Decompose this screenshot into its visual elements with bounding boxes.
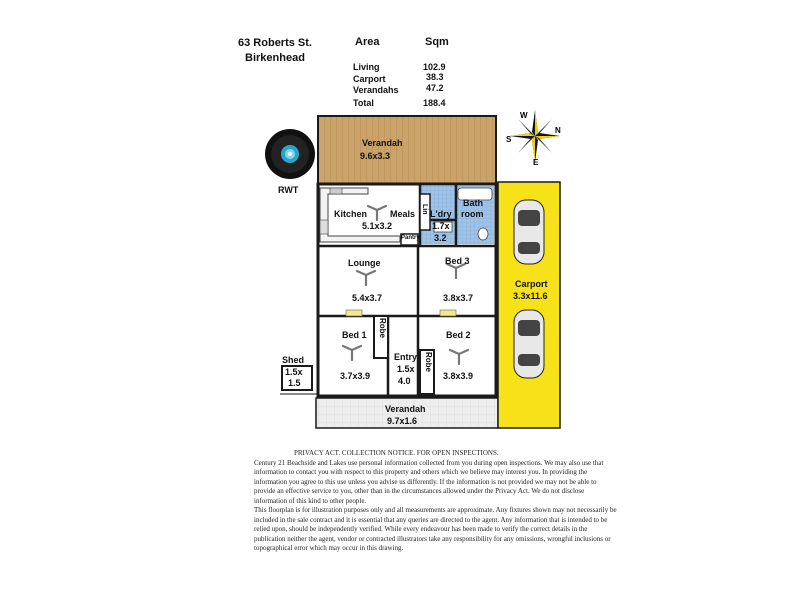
kitchen-name: Kitchen — [334, 209, 368, 219]
lounge-name: Lounge — [348, 258, 381, 268]
area-value-living: 102.9 — [423, 62, 446, 72]
verandah-top-name: Verandah — [362, 138, 403, 148]
bathroom-name-1: Bath — [463, 198, 483, 208]
light-fitting-lounge — [346, 310, 362, 316]
stove-icon — [320, 220, 328, 234]
area-label-verandahs: Verandahs — [353, 85, 399, 95]
disclaimer-line: topographical error which may occur in this drawing. — [254, 544, 404, 552]
area-label-total: Total — [353, 98, 374, 108]
entry-dims-2: 4.0 — [398, 376, 411, 386]
laundry-dims-1: 1.7x — [432, 221, 450, 231]
bathroom-name-2: room — [461, 209, 484, 219]
robe1-name: Robe — [378, 318, 387, 338]
disclaimer-line: This floorplan is for illustration purposes only and all measurements are approximate. Any fixtures shown may not necessarily be — [254, 506, 617, 514]
area-table — [352, 36, 482, 111]
disclaimer-line: publication neither the agent, vendor or contracted illustrators take any responsibility for any omissions, wrongful inclusions or — [254, 534, 611, 543]
compass-w: W — [520, 111, 528, 120]
entry-dims-1: 1.5x — [397, 364, 415, 374]
address-block — [230, 36, 320, 66]
compass-n: N — [555, 126, 561, 135]
entry-name: Entry — [394, 352, 418, 362]
privacy-line: information to contact you with respect to this property and others which we believe may interest you. In providing the — [254, 468, 588, 476]
area-value-total: 188.4 — [423, 98, 446, 108]
meals-name: Meals — [390, 209, 416, 219]
bed1-dims: 3.7x3.9 — [340, 371, 371, 381]
sqm-heading: Sqm — [425, 36, 449, 48]
pantry-name: Pantry — [401, 235, 420, 241]
privacy-title: PRIVACY ACT. COLLECTION NOTICE. FOR OPEN INSPECTIONS. — [294, 449, 499, 457]
area-value-carport: 38.3 — [426, 72, 444, 82]
verandah-top — [318, 116, 496, 184]
area-heading: Area — [355, 36, 380, 48]
privacy-line: information of this kind to other people. — [254, 496, 367, 505]
meals-dims: 5.1x3.2 — [362, 221, 393, 231]
address-line-2: Birkenhead — [245, 52, 305, 64]
linen-name: Lin — [421, 204, 428, 215]
laundry-name: L'dry — [430, 209, 452, 219]
robe2-name: Robe — [424, 352, 433, 372]
disclaimer-line: relied upon, should be independently verified. While every endeavour has been made to verify the correct details in the — [254, 525, 588, 533]
light-fitting-bed2 — [440, 310, 456, 316]
bed3-dims: 3.8x3.7 — [443, 293, 474, 303]
area-value-verandahs: 47.2 — [426, 83, 444, 93]
sink-icon — [330, 188, 342, 194]
shed-dims-1: 1.5x — [285, 367, 303, 377]
bed2-name: Bed 2 — [446, 330, 471, 340]
bed3-name: Bed 3 — [445, 256, 470, 266]
laundry-dims-2: 3.2 — [434, 233, 447, 243]
bed2-dims: 3.8x3.9 — [443, 371, 474, 381]
address-line-1: 63 Roberts St. — [238, 37, 312, 49]
verandah-bottom-dims: 9.7x1.6 — [387, 416, 418, 426]
shed-name: Shed — [282, 355, 305, 365]
verandah-top-dims: 9.6x3.3 — [360, 151, 391, 161]
area-label-living: Living — [353, 62, 380, 72]
area-label-carport: Carport — [353, 74, 386, 84]
privacy-notice — [254, 449, 617, 554]
verandah-bottom-name: Verandah — [385, 404, 426, 414]
carport-dims: 3.3x11.6 — [513, 291, 548, 301]
carport-name: Carport — [515, 279, 548, 289]
privacy-line: information you agree to this use unless you advise us differently. If the information is not provided we may not be able to — [254, 477, 597, 486]
car-icon-top — [514, 200, 544, 264]
disclaimer-line: included in the sale contract and it is essential that any queries are directed to the agent. Any information that is intended to be — [254, 515, 608, 524]
toilet-icon — [478, 228, 488, 240]
privacy-line: provide an effective service to you, other than in the circumstances allowed under the Privacy Act. We do not disclose — [254, 487, 585, 495]
bed1-name: Bed 1 — [342, 330, 367, 340]
shed-dims-2: 1.5 — [288, 378, 301, 388]
lounge-dims: 5.4x3.7 — [352, 293, 383, 303]
compass-s: S — [506, 135, 512, 144]
privacy-line: Century 21 Beachside and Lakes use personal information collected from you during open inspections. We may also use that — [254, 458, 604, 467]
car-icon-bottom — [514, 310, 544, 378]
compass-e: E — [533, 158, 539, 166]
rwt-label: RWT — [278, 185, 299, 195]
